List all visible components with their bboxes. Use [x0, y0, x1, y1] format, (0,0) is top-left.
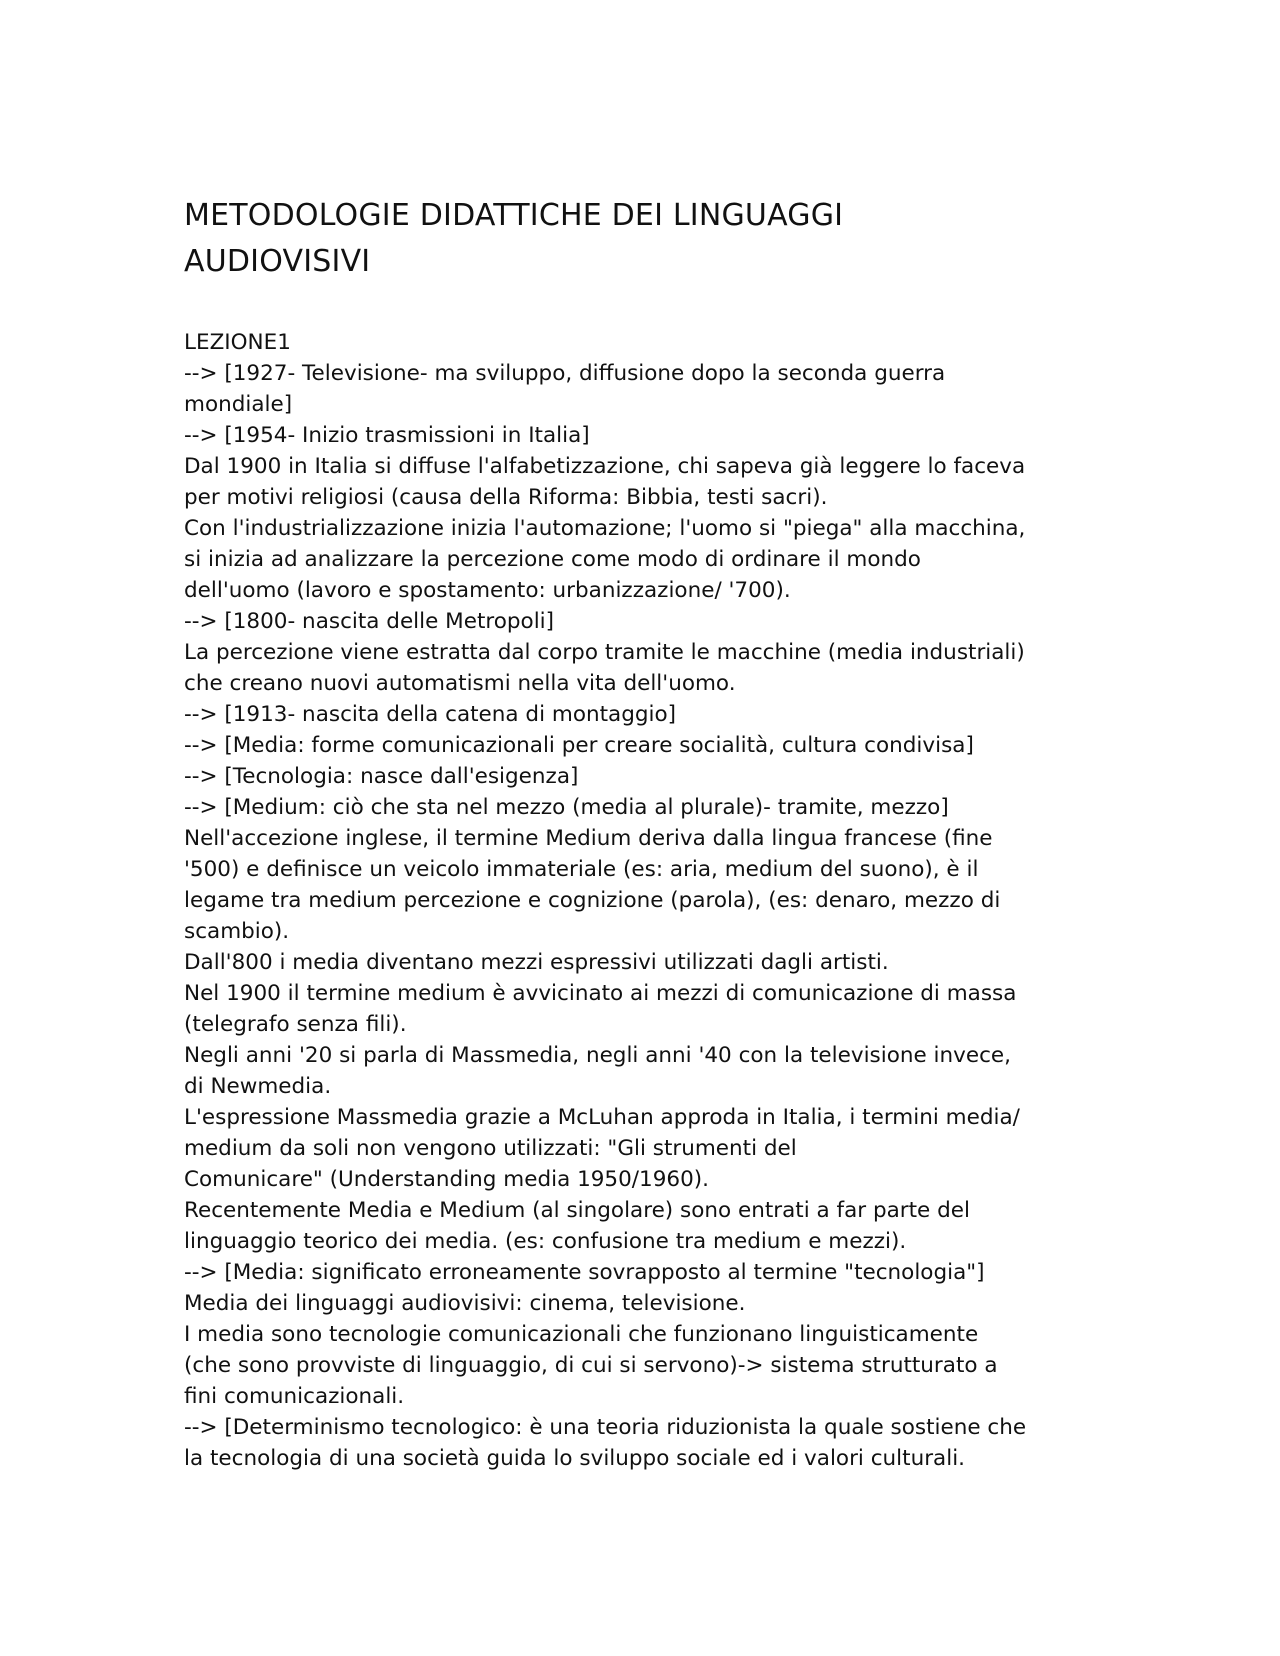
document-title — [184, 193, 1084, 285]
text-line: per motivi religiosi (causa della Riforma: Bibbia, testi sacri). — [184, 485, 828, 510]
text-line: si inizia ad analizzare la percezione come modo di ordinare il mondo — [184, 547, 921, 572]
lesson-heading: LEZIONE1 — [184, 330, 291, 355]
text-line: Negli anni '20 si parla di Massmedia, negli anni '40 con la televisione invece, — [184, 1043, 1011, 1068]
text-line: Nel 1900 il termine medium è avvicinato ai mezzi di comunicazione di massa — [184, 981, 1017, 1006]
text-line: --> [Tecnologia: nasce dall'esigenza] — [184, 764, 579, 789]
title-line: AUDIOVISIVI — [184, 244, 371, 279]
text-line: linguaggio teorico dei media. (es: confusione tra medium e mezzi). — [184, 1229, 907, 1254]
text-line: L'espressione Massmedia grazie a McLuhan approda in Italia, i termini media/ — [184, 1105, 1020, 1130]
text-line: Media dei linguaggi audiovisivi: cinema, televisione. — [184, 1291, 746, 1316]
title-line: METODOLOGIE DIDATTICHE DEI LINGUAGGI — [184, 198, 844, 233]
text-line: --> [1913- nascita della catena di montaggio] — [184, 702, 677, 727]
text-line: di Newmedia. — [184, 1074, 332, 1099]
text-line: (che sono provviste di linguaggio, di cui si servono)-> sistema strutturato a — [184, 1353, 998, 1378]
text-line: la tecnologia di una società guida lo sviluppo sociale ed i valori culturali. — [184, 1446, 966, 1471]
text-line: Dall'800 i media diventano mezzi espressivi utilizzati dagli artisti. — [184, 950, 889, 975]
text-line: '500) e definisce un veicolo immateriale (es: aria, medium del suono), è il — [184, 857, 979, 882]
text-line: I media sono tecnologie comunicazionali che funzionano linguisticamente — [184, 1322, 979, 1347]
text-line: --> [Media: forme comunicazionali per creare socialità, cultura condivisa] — [184, 733, 974, 758]
text-line: --> [Media: significato erroneamente sovrapposto al termine "tecnologia"] — [184, 1260, 985, 1285]
text-line: Dal 1900 in Italia si diffuse l'alfabetizzazione, chi sapeva già leggere lo faceva — [184, 454, 1026, 479]
text-line: (telegrafo senza fili). — [184, 1012, 407, 1037]
text-line: Con l'industrializzazione inizia l'automazione; l'uomo si "piega" alla macchina, — [184, 516, 1026, 541]
text-line: Nell'accezione inglese, il termine Medium deriva dalla lingua francese (fine — [184, 826, 993, 851]
text-line: mondiale] — [184, 392, 293, 417]
text-line: --> [1954- Inizio trasmissioni in Italia] — [184, 423, 590, 448]
text-line: --> [Determinismo tecnologico: è una teoria riduzionista la quale sostiene che — [184, 1415, 1027, 1440]
text-line: Comunicare" (Understanding media 1950/1960). — [184, 1167, 709, 1192]
text-line: --> [1800- nascita delle Metropoli] — [184, 609, 555, 634]
text-line: dell'uomo (lavoro e spostamento: urbanizzazione/ '700). — [184, 578, 791, 603]
text-line: --> [Medium: ciò che sta nel mezzo (media al plurale)- tramite, mezzo] — [184, 795, 949, 820]
text-line: fini comunicazionali. — [184, 1384, 405, 1409]
text-line: legame tra medium percezione e cognizione (parola), (es: denaro, mezzo di — [184, 888, 1001, 913]
document-body — [184, 327, 1084, 1474]
text-line: medium da soli non vengono utilizzati: "Gli strumenti del — [184, 1136, 797, 1161]
text-line: che creano nuovi automatismi nella vita dell'uomo. — [184, 671, 736, 696]
text-line: La percezione viene estratta dal corpo tramite le macchine (media industriali) — [184, 640, 1025, 665]
text-line: --> [1927- Televisione- ma sviluppo, diffusione dopo la seconda guerra — [184, 361, 946, 386]
text-line: Recentemente Media e Medium (al singolare) sono entrati a far parte del — [184, 1198, 970, 1223]
text-line: scambio). — [184, 919, 290, 944]
document-page — [184, 193, 1084, 1474]
